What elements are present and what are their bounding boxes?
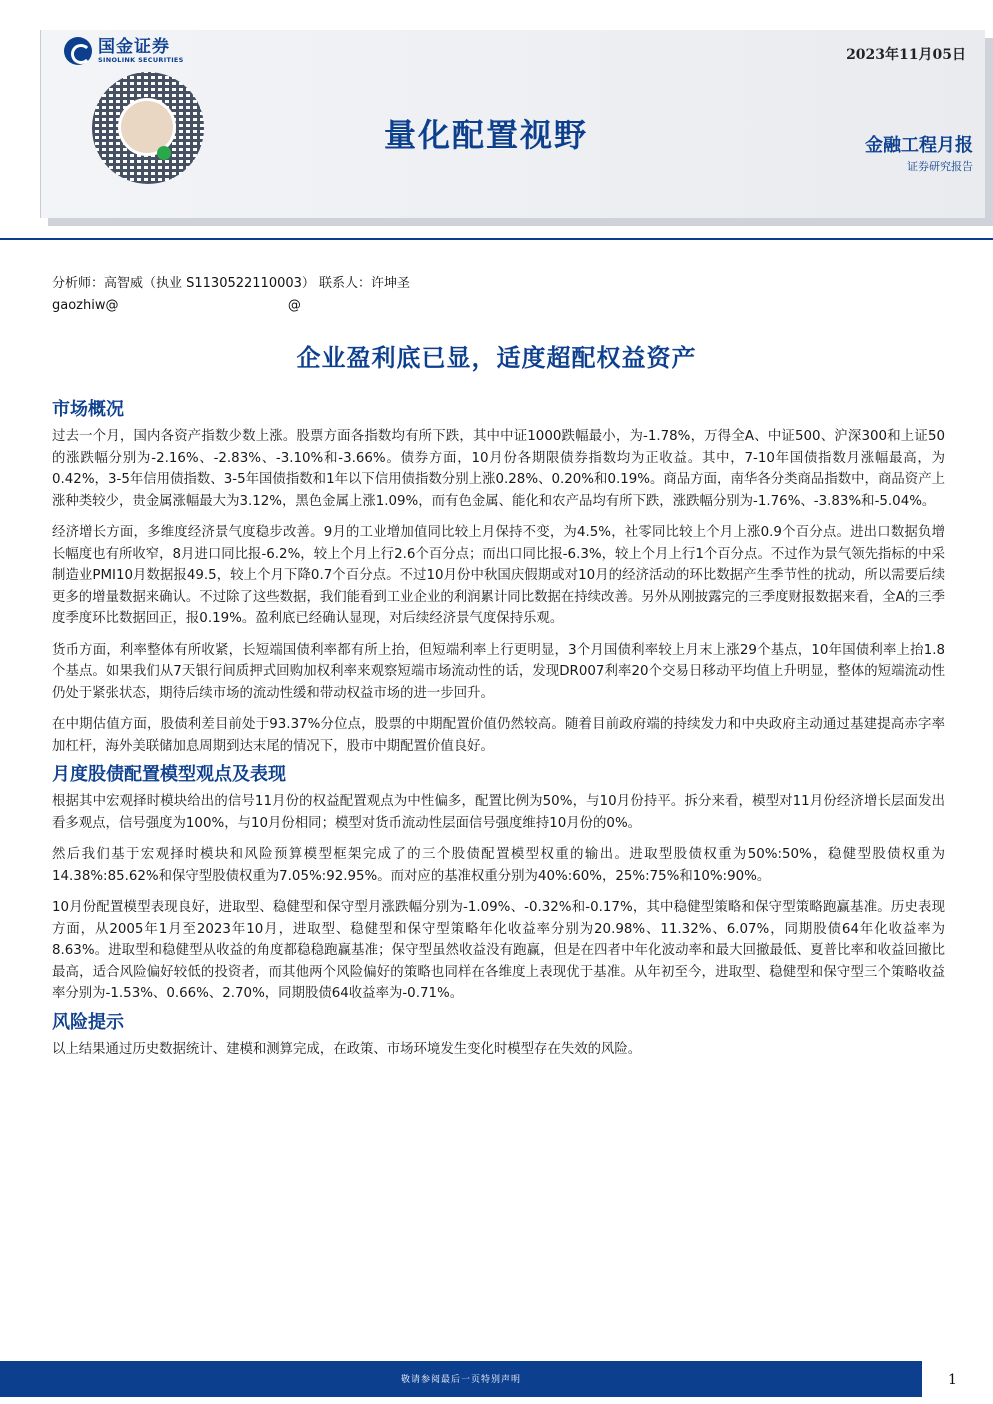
paragraph: 根据其中宏观择时模块给出的信号11月份的权益配置观点为中性偏多，配置比例为50%，与10月份持平。拆分来看，模型对11月份经济增长层面发出看多观点，信号强度为100%，与10月份相同；模型对货币流动性层面信号强度维持10月份的0%。 — [52, 794, 945, 831]
report-type: 金融工程月报 — [865, 135, 973, 156]
analyst-email: gaozhiw@ @ — [52, 298, 301, 313]
page-number: 1 — [948, 1372, 957, 1388]
company-logo — [64, 37, 184, 65]
section-title-market: 市场概况 — [52, 399, 124, 420]
paragraph: 10月份配置模型表现良好，进取型、稳健型和保守型月涨跌幅分别为-1.09%、-0.32%和-0.17%，其中稳健型策略和保守型策略跑赢基准。历史表现方面，从2005年1月至2023年10月，进取型、稳健型和保守型策略年化收益率分别为20.98%、11.32%、6.07%，同期股债64年化收益率为8.63%。进取型和稳健型从收益的角度都稳稳跑赢基准；保守型虽然收益没有跑赢，但是在四者中年化波动率和最大回撤最低、夏普比率和收益回撤比最高，适合风险偏好较低的投资者，而其他两个风险偏好的策略也同样在各维度上表现优于基准。从年初至今，进取型、稳健型和保守型三个策略收益率分别为-1.53%、0.66%、2.70%，同期股债64收益率为-0.71%。 — [52, 900, 945, 1001]
paragraph: 以上结果通过历史数据统计、建模和测算完成，在政策、市场环境发生变化时模型存在失效的风险。 — [52, 1041, 642, 1057]
analyst-line: 分析师：高智威（执业 S1130522110003） 联系人：许坤圣 — [52, 276, 411, 291]
analyst-info — [52, 274, 410, 315]
paragraph: 经济增长方面，多维度经济景气度稳步改善。9月的工业增加值同比较上月保持不变，为4.5%，社零同比较上个月上涨0.9个百分点。进出口数据负增长幅度也有所收窄，8月进口同比报-6.2%，较上个月上行2.6个百分点；而出口同比报-6.3%，较上个月上行1个百分点。不过作为景气领先指标的中采制造业PMI10月数据报49.5，较上个月下降0.7个百分点。不过10月份中秋国庆假期或对10月的经济活动的环比数据产生季节性的扰动，所以需要后续更多的增量数据来确认。不过除了这些数据，我们能看到工业企业的利润累计同比数据在持续改善。另外从刚披露完的三季度财报数据来看，全A的三季度季度环比数据回正，报0.19%。盈利底已经确认显现，对后续经济景气度保持乐观。 — [52, 525, 945, 626]
report-series-title: 量化配置视野 — [384, 116, 589, 154]
section-title-risk: 风险提示 — [52, 1011, 124, 1033]
section-title-model: 月度股债配置模型观点及表现 — [52, 764, 286, 785]
logo-cn-text: 国金证券 — [98, 37, 170, 57]
footer-disclaimer: 敬请参阅最后一页特别声明 — [400, 1375, 521, 1385]
report-date: 2023年11月05日 — [846, 47, 966, 63]
paragraph: 过去一个月，国内各资产指数少数上涨。股票方面各指数均有所下跌，其中中证1000跌幅最小，为-1.78%，万得全A、中证500、沪深300和上证50的涨跌幅分别为-2.16%、-2.83%、-3.10%和-3.66%。债券方面，10月份各期限债券指数均为正收益。其中，7-10年国债指数月涨幅最高，为0.42%，3-5年信用债指数、3-5年国债指数和1年以下信用债指数分别上涨0.28%、0.20%和0.19%。商品方面，南华各分类商品指数中，商品资产上涨种类较少，贵金属涨幅最大为3.12%，黑色金属上涨1.09%，而有色金属、能化和农产品均有所下跌，涨跌幅分别为-1.76%、-3.83%和-5.04%。 — [52, 429, 945, 509]
report-subtype: 证券研究报告 — [907, 160, 973, 173]
paragraph: 货币方面，利率整体有所收紧，长短端国债利率都有所上抬，但短端利率上行更明显，3个月国债利率较上月末上涨29个基点，10年国债利率上抬1.8个基点。如果我们从7天银行间质押式回购加权利率来观察短端市场流动性的话，发现DR007利率20个交易日移动平均值上升明显，整体的短端流动性仍处于紧张状态，期待后续市场的流动性缓和带动权益市场的进一步回升。 — [52, 642, 945, 701]
wechat-badge-icon — [157, 146, 171, 160]
paragraph: 然后我们基于宏观择时模块和风险预算模型框架完成了的三个股债配置模型权重的输出。进取型股债权重为50%:50%，稳健型股债权重为14.38%:85.62%和保守型股债权重为7.05%:92.95%。而对应的基准权重分别为40%:60%，25%:75%和10%:90%。 — [52, 847, 945, 884]
header-divider — [0, 238, 993, 240]
sinolink-logo-icon — [64, 37, 92, 65]
paragraph: 在中期估值方面，股债利差目前处于93.37%分位点，股票的中期配置价值仍然较高。随着目前政府端的持续发力和中央政府主动通过基建提高赤字率加杠杆，海外美联储加息周期到达末尾的情况下，股市中期配置价值良好。 — [52, 717, 945, 754]
logo-en-text: SINOLINK SECURITIES — [98, 56, 184, 64]
report-body — [52, 394, 945, 1070]
main-title: 企业盈利底已显，适度超配权益资产 — [296, 344, 697, 372]
